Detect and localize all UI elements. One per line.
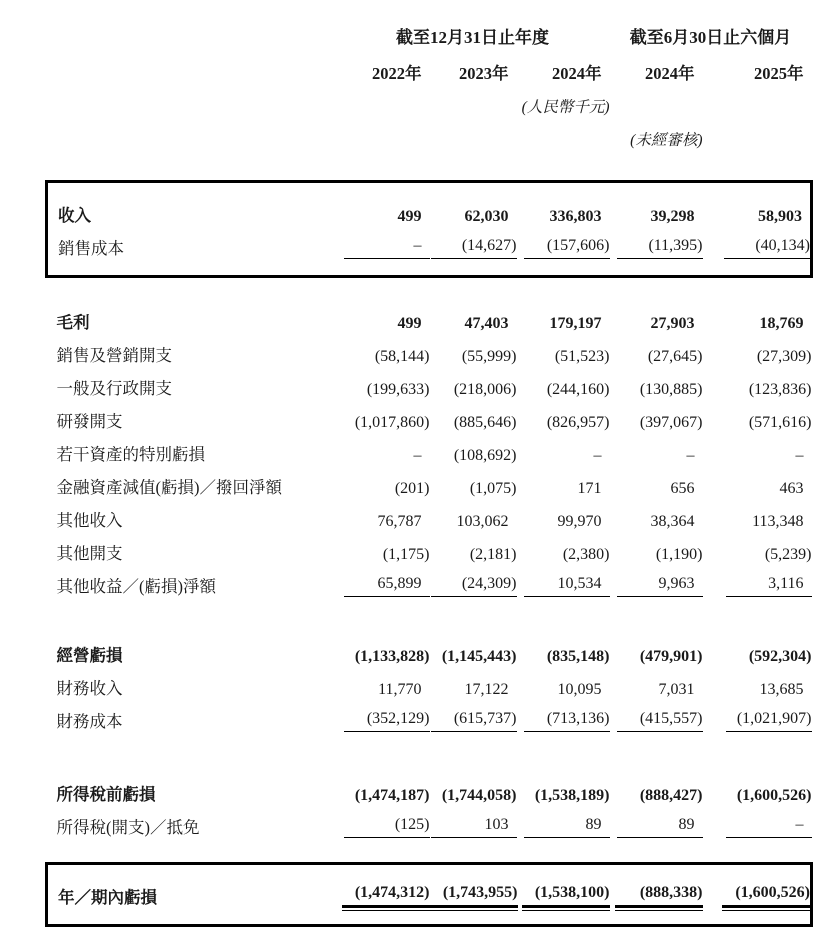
value-cell: (51,523)	[554, 348, 610, 365]
header-spacer	[47, 54, 336, 84]
value-cell: (415,557)	[610, 699, 703, 732]
value-cell: 3,116	[703, 564, 812, 597]
value-cell: 58,903	[758, 208, 802, 225]
value-cell: (27,645)	[647, 348, 703, 365]
table-row	[47, 465, 812, 498]
year-column-2025: 2025年	[754, 64, 804, 83]
value-cell: (40,134)	[703, 226, 812, 277]
value-cell: –	[686, 447, 695, 464]
value-cell: (125)	[336, 805, 430, 838]
row-label: 所得稅(開支)／抵免	[56, 818, 200, 837]
row-label: 年／期內虧損	[58, 888, 157, 907]
value-cell: (157,606)	[517, 226, 610, 277]
value-cell: (1,744,058)	[441, 787, 517, 804]
value-cell: (55,999)	[461, 348, 517, 365]
value-cell: (592,304)	[748, 648, 812, 665]
value-cell: 62,030	[464, 208, 509, 225]
value-cell: 113,348	[752, 513, 804, 530]
table-row	[47, 864, 812, 926]
table-row	[47, 226, 812, 277]
income-statement-table	[45, 14, 813, 927]
period-group-annual: 截至12月31日止年度	[396, 28, 549, 47]
value-cell: (1,145,443)	[441, 648, 517, 665]
value-cell: (130,885)	[639, 381, 703, 398]
value-cell: 65,899	[336, 564, 430, 597]
value-cell: (885,646)	[453, 414, 517, 431]
section-gross-profit-section	[47, 300, 812, 597]
year-column-2024: 2024年	[552, 64, 602, 83]
value-cell: (11,395)	[610, 226, 703, 277]
value-cell: 89	[517, 805, 610, 838]
value-cell: (218,006)	[453, 381, 517, 398]
value-cell: 10,534	[517, 564, 610, 597]
value-cell: 103	[430, 805, 517, 838]
row-label: 若干資產的特別虧損	[56, 445, 205, 464]
value-cell: (1,175)	[382, 546, 430, 563]
table-row	[47, 432, 812, 465]
row-label: 毛利	[56, 313, 90, 332]
section-gap	[47, 150, 812, 182]
value-cell: (2,380)	[562, 546, 610, 563]
value-cell: (1,600,526)	[703, 864, 812, 926]
table-header	[47, 14, 812, 150]
table-row	[47, 399, 812, 432]
value-cell: 9,963	[610, 564, 703, 597]
table-row	[47, 772, 812, 805]
value-cell: (888,427)	[639, 787, 703, 804]
value-cell: (2,181)	[469, 546, 517, 563]
value-cell: (835,148)	[546, 648, 610, 665]
period-group-row	[47, 14, 812, 54]
value-cell: 103,062	[456, 513, 509, 530]
value-cell: 27,903	[650, 315, 695, 332]
value-cell: (1,474,312)	[336, 864, 430, 926]
value-cell: (615,737)	[430, 699, 517, 732]
value-cell: 47,403	[464, 315, 509, 332]
value-cell: (1,743,955)	[430, 864, 517, 926]
value-cell: (1,190)	[655, 546, 703, 563]
value-cell: (199,633)	[366, 381, 430, 398]
year-header-row	[47, 54, 812, 84]
section-gap	[47, 732, 812, 772]
value-cell: 171	[577, 480, 602, 497]
value-cell: (1,538,100)	[517, 864, 610, 926]
period-group-interim: 截至6月30日止六個月	[629, 28, 792, 47]
row-label: 收入	[58, 206, 91, 225]
row-label: 一般及行政開支	[56, 379, 172, 398]
table-row	[47, 498, 812, 531]
value-cell: (27,309)	[756, 348, 812, 365]
table-row	[47, 805, 812, 838]
table-row	[47, 564, 812, 597]
year-column-2023: 2023年	[459, 64, 509, 83]
value-cell: (479,901)	[639, 648, 703, 665]
table-row	[47, 182, 812, 227]
value-cell: (397,067)	[639, 414, 703, 431]
row-label: 其他開支	[56, 544, 123, 563]
table-row	[47, 699, 812, 732]
value-cell: 89	[610, 805, 703, 838]
value-cell: (1,075)	[469, 480, 517, 497]
value-cell: –	[795, 447, 804, 464]
value-cell: (123,836)	[748, 381, 812, 398]
row-label: 所得稅前虧損	[56, 785, 156, 804]
row-label: 財務成本	[56, 712, 123, 731]
section-gap	[47, 838, 812, 864]
value-cell: 38,364	[650, 513, 695, 530]
value-cell: 656	[670, 480, 695, 497]
row-label: 財務收入	[56, 679, 123, 698]
value-cell: 499	[397, 208, 422, 225]
row-label: 其他收入	[56, 511, 123, 530]
table-row	[47, 633, 812, 666]
table-row	[47, 333, 812, 366]
value-cell: (352,129)	[336, 699, 430, 732]
value-cell: (1,600,526)	[736, 787, 812, 804]
table-row	[47, 300, 812, 333]
row-label: 其他收益／(虧損)淨額	[56, 577, 216, 596]
row-label: 研發開支	[56, 412, 123, 431]
audit-note-row	[47, 117, 812, 150]
section-gap	[47, 597, 812, 633]
value-cell: (571,616)	[748, 414, 812, 431]
year-column-2022: 2022年	[372, 64, 422, 83]
row-label: 金融資產減值(虧損)／撥回淨額	[56, 478, 282, 497]
value-cell: 336,803	[549, 208, 602, 225]
value-cell: 17,122	[464, 681, 509, 698]
value-cell: (14,627)	[430, 226, 517, 277]
section-operating-loss-section	[47, 633, 812, 732]
value-cell: 99,970	[557, 513, 602, 530]
value-cell: –	[593, 447, 602, 464]
section-net-loss-box	[47, 864, 812, 926]
table-row	[47, 366, 812, 399]
value-cell: (108,692)	[453, 447, 517, 464]
value-cell: 179,197	[549, 315, 602, 332]
unaudited-note: (未經審核)	[630, 132, 703, 149]
row-label: 經營虧損	[56, 646, 123, 665]
value-cell: 463	[779, 480, 804, 497]
value-cell: 499	[397, 315, 422, 332]
value-cell: (713,136)	[517, 699, 610, 732]
currency-unit-note: (人民幣千元)	[521, 99, 610, 116]
value-cell: (1,474,187)	[354, 787, 430, 804]
value-cell: (58,144)	[374, 348, 430, 365]
year-column-2024-interim: 2024年	[645, 64, 695, 83]
value-cell: (24,309)	[430, 564, 517, 597]
section-revenue-box	[47, 182, 812, 277]
value-cell: (1,017,860)	[354, 414, 430, 431]
section-pre-tax-section	[47, 772, 812, 838]
value-cell: 13,685	[759, 681, 804, 698]
section-gap	[47, 277, 812, 301]
currency-note-row	[47, 84, 812, 117]
value-cell: 7,031	[658, 681, 695, 698]
value-cell: (1,538,189)	[534, 787, 610, 804]
value-cell: (826,957)	[546, 414, 610, 431]
value-cell: 10,095	[557, 681, 602, 698]
header-spacer	[47, 14, 336, 54]
value-cell: 76,787	[377, 513, 422, 530]
table-row	[47, 666, 812, 699]
value-cell: (244,160)	[546, 381, 610, 398]
value-cell: 18,769	[759, 315, 804, 332]
value-cell: 39,298	[650, 208, 695, 225]
row-label: 銷售及營銷開支	[56, 346, 172, 365]
value-cell: (201)	[394, 480, 430, 497]
value-cell: (888,338)	[610, 864, 703, 926]
table-row	[47, 531, 812, 564]
value-cell: (5,239)	[764, 546, 812, 563]
value-cell: –	[413, 447, 422, 464]
value-cell: (1,133,828)	[354, 648, 430, 665]
value-cell: 11,770	[378, 681, 422, 698]
value-cell: –	[703, 805, 812, 838]
row-label: 銷售成本	[58, 239, 124, 258]
value-cell: –	[336, 226, 430, 277]
value-cell: (1,021,907)	[703, 699, 812, 732]
